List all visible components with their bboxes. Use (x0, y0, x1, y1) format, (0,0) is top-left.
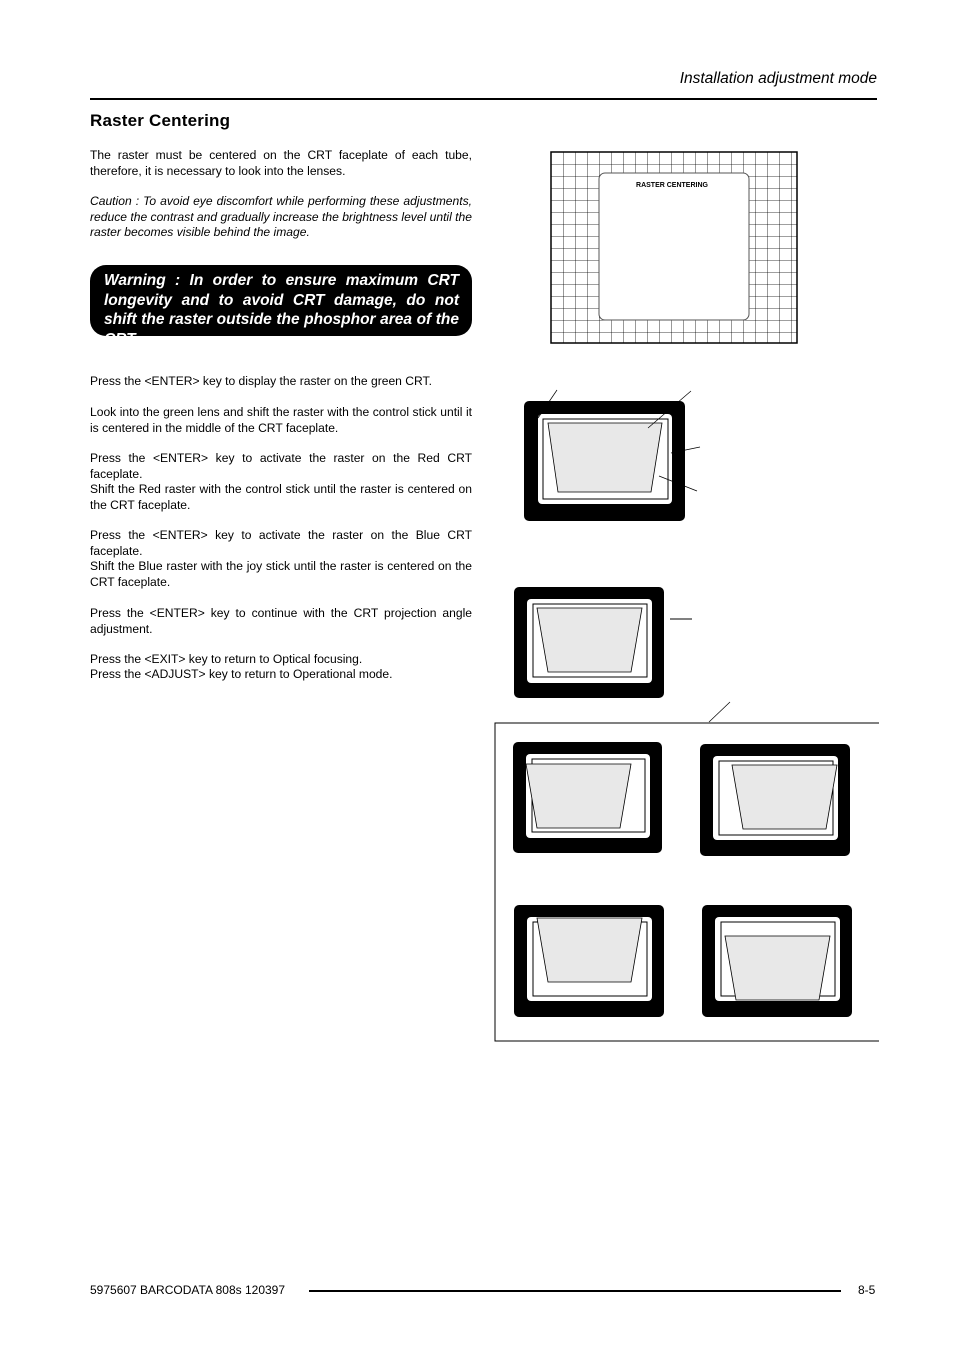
raster-shift-right-example (700, 744, 850, 856)
step-shift-blue: Shift the Blue raster with the joy stick until the raster is centered on the CRT faceplate. (90, 559, 472, 589)
raster-shift-down-example (702, 905, 852, 1017)
section-title: Raster Centering (90, 111, 231, 130)
raster-grid-figure (551, 152, 797, 343)
footer-page-number: 8-5 (858, 1283, 876, 1297)
caution-paragraph: Caution : To avoid eye discomfort while performing these adjustments, reduce the contrast and gradually increase the brightness level until the raster becomes visible behind the image. (90, 194, 472, 239)
step-continue: Press the <ENTER> key to continue with the CRT projection angle adjustment. (90, 606, 472, 636)
warning-box: Warning : In order to ensure maximum CRT longevity and to avoid CRT damage, do not shift the raster outside the phosphor area of the CRT. (90, 265, 472, 336)
header-title: Installation adjustment mode (679, 70, 877, 87)
intro-paragraph: The raster must be centered on the CRT faceplate of each tube, therefore, it is necessary to look into the lenses. (90, 148, 472, 178)
crt-faceplate-figure (524, 390, 700, 521)
step-shift-green: Look into the green lens and shift the raster with the control stick until it is centered in the middle of the CRT faceplate. (90, 405, 472, 435)
footer-doc-ref: 5975607 BARCODATA 808s 120397 (90, 1283, 286, 1297)
raster-shift-up-example (514, 905, 664, 1017)
footer-rule (309, 1290, 841, 1292)
raster-positions-figure (495, 702, 879, 1041)
step-activate-blue: Press the <ENTER> key to activate the raster on the Blue CRT faceplate. (90, 528, 472, 558)
step-shift-red: Shift the Red raster with the control stick until the raster is centered on the CRT faceplate. (90, 482, 472, 512)
step-activate-red: Press the <ENTER> key to activate the raster on the Red CRT faceplate. (90, 451, 472, 481)
step-adjust: Press the <ADJUST> key to return to Operational mode. (90, 667, 393, 681)
crt-centered-figure (514, 587, 692, 698)
raster-centering-label: RASTER CENTERING (636, 182, 708, 189)
step-exit: Press the <EXIT> key to return to Optical focusing. (90, 652, 363, 666)
step-display-green: Press the <ENTER> key to display the raster on the green CRT. (90, 374, 432, 388)
raster-shift-left-example (513, 742, 662, 853)
